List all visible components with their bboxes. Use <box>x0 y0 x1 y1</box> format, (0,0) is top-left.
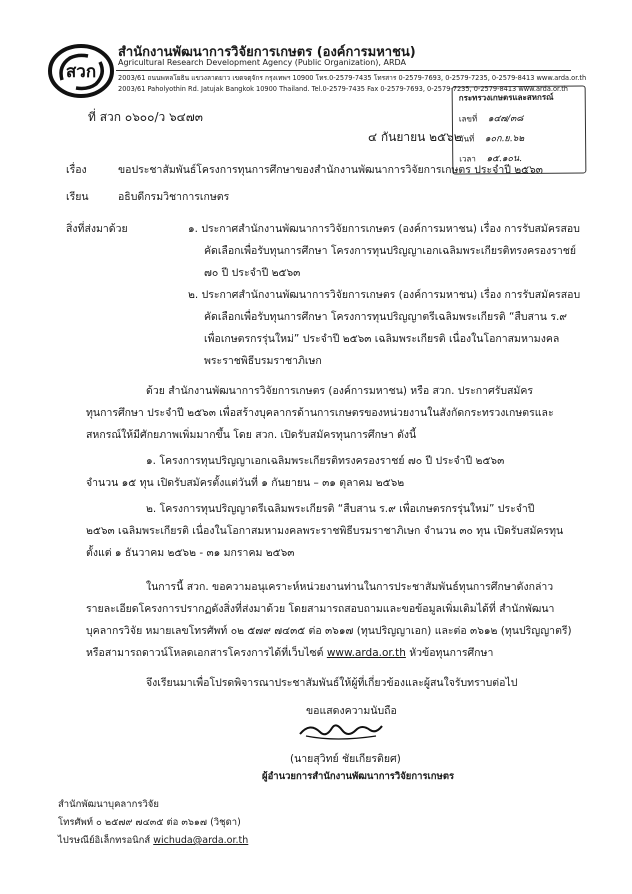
signer-title: ผู้อำนวยการสำนักงานพัฒนาการวิจัยการเกษตร <box>262 771 455 782</box>
enclosure-label: สิ่งที่ส่งมาด้วย <box>66 223 128 235</box>
signature <box>296 716 386 744</box>
signer-name: (นายสุวิทย์ ชัยเกียรติยศ) <box>290 753 401 765</box>
stamp-date-value: ๑๐ก.ย.๖๒ <box>484 133 525 145</box>
stamp-ministry: กระทรวงเกษตรและสหกรณ์ <box>458 92 554 103</box>
stamp-no-value: ๑๔๗/๓๘ <box>487 113 524 125</box>
footer-phone: โทรศัพท์ ๐ ๒๕๗๙ ๗๔๓๕ ต่อ ๓๖๑๗ (วิชุดา) <box>58 817 241 828</box>
enclosure-line: คัดเลือกเพื่อรับทุนการศึกษา โครงการทุนปริญญาตรีเฉลิมพระเกียรติ “สืบสาน ร.๙ <box>204 311 567 323</box>
footer-email-link[interactable]: wichuda@arda.or.th <box>153 835 249 846</box>
enclosure-line: พระราชพิธีบรมราชาภิเษก <box>204 355 322 367</box>
stamp-time-label: เวลา <box>459 154 476 164</box>
footer-email-label: ไปรษณีย์อิเล็กทรอนิกส์ <box>58 835 154 846</box>
website-link[interactable]: www.arda.or.th <box>326 647 406 659</box>
body-line: ทุนการศึกษา ประจำปี ๒๕๖๓ เพื่อสร้างบุคลากรด้านการเกษตรของหน่วยงานในสังกัดกระทรวงเกษตรและ <box>86 407 554 419</box>
body-line: รายละเอียดโครงการปรากฏดังสิ่งที่ส่งมาด้วย โดยสามารถสอบถามและขอข้อมูลเพิ่มเติมได้ที่ สำนักพัฒนา <box>86 603 555 615</box>
stamp-time-value: ๑๕.๑๐น. <box>486 153 523 165</box>
logo-text: สวก <box>65 62 97 82</box>
enclosure-line: ๗๐ ปี ประจำปี ๒๕๖๓ <box>204 267 301 279</box>
body-line-website <box>86 646 493 660</box>
scholarship-item: ๑. โครงการทุนปริญญาเอกเฉลิมพระเกียรติทรงครองราชย์ ๗๐ ปี ประจำปี ๒๕๖๓ <box>146 455 505 467</box>
scholarship-item: ๒. โครงการทุนปริญญาตรีเฉลิมพระเกียรติ “สืบสาน ร.๙ เพื่อเกษตรกรรุ่นใหม่” ประจำปี <box>146 503 535 515</box>
enclosure-line: ๑. ประกาศสำนักงานพัฒนาการวิจัยการเกษตร (องค์การมหาชน) เรื่อง การรับสมัครสอบ <box>188 223 580 235</box>
recipient: อธิบดีกรมวิชาการเกษตร <box>118 191 230 203</box>
scholarship-item: ๒๕๖๓ เฉลิมพระเกียรติ เนื่องในโอกาสมหามงคลพระราชพิธีบรมราชาภิเษก จำนวน ๓๐ ทุน เปิดรับสมัครทุน <box>86 525 564 537</box>
enclosure-line: คัดเลือกเพื่อรับทุนการศึกษา โครงการทุนปริญญาเอกเฉลิมพระเกียรติทรงครองราชย์ <box>204 245 577 257</box>
closing-request: จึงเรียนมาเพื่อโปรดพิจารณาประชาสัมพันธ์ให้ผู้ที่เกี่ยวข้องและผู้สนใจรับทราบต่อไป <box>146 677 518 689</box>
website-prefix: หรือสามารถดาวน์โหลดเอกสารโครงการได้ที่เว็บไซต์ <box>86 647 327 659</box>
scholarship-item: ตั้งแต่ ๑ ธันวาคม ๒๕๖๒ - ๓๑ มกราคม ๒๕๖๓ <box>86 547 295 559</box>
closing-salutation: ขอแสดงความนับถือ <box>306 705 397 717</box>
enclosure-line: เพื่อเกษตรกรรุ่นใหม่” ประจำปี ๒๕๖๓ เฉลิมพระเกียรติ เนื่องในโอกาสมหามงคล <box>204 333 560 345</box>
body-line: ในการนี้ สวก. ขอความอนุเคราะห์หน่วยงานท่านในการประชาสัมพันธ์ทุนการศึกษาดังกล่าว <box>146 581 554 593</box>
body-line: ด้วย สำนักงานพัฒนาการวิจัยการเกษตร (องค์การมหาชน) หรือ สวก. ประกาศรับสมัคร <box>146 385 534 397</box>
body-line: สหกรณ์ให้มีศักยภาพเพิ่มมากขึ้น โดย สวก. เปิดรับสมัครทุนการศึกษา ดังนี้ <box>86 429 417 441</box>
stamp-no-label: เลขที่ <box>458 114 478 124</box>
address-thai: 2003/61 ถนนพหลโยธิน แขวงลาดยาว เขตจตุจักร กรุงเทพฯ 10900 โทร.0-2579-7435 โทรสาร 0-2579-7693, 0-2579-7235, 0-2579-8413 www.arda.or.th <box>118 74 587 82</box>
arda-logo <box>48 44 114 98</box>
to-label: เรียน <box>66 191 89 203</box>
enclosure-line: ๒. ประกาศสำนักงานพัฒนาการวิจัยการเกษตร (องค์การมหาชน) เรื่อง การรับสมัครสอบ <box>188 289 581 301</box>
received-stamp <box>452 85 587 174</box>
footer-email-line <box>58 834 248 848</box>
org-name-thai: สำนักงานพัฒนาการวิจัยการเกษตร (องค์การมหาชน) <box>118 45 416 60</box>
letter-date: ๔ กันยายน ๒๕๖๒ <box>368 130 462 144</box>
scholarship-item: จำนวน ๑๕ ทุน เปิดรับสมัครตั้งแต่วันที่ ๑ กันยายน – ๓๑ ตุลาคม ๒๕๖๒ <box>86 477 405 489</box>
subject: ขอประชาสัมพันธ์โครงการทุนการศึกษาของสำนักงานพัฒนาการวิจัยการเกษตร ประจำปี ๒๕๖๓ <box>118 164 543 176</box>
stamp-date-label: วันที่ <box>459 134 475 144</box>
footer-office: สำนักพัฒนาบุคลากรวิจัย <box>58 799 159 810</box>
org-name-english: Agricultural Research Development Agency (Public Organization), ARDA <box>118 58 406 67</box>
website-suffix: หัวข้อทุนการศึกษา <box>405 647 494 659</box>
letterhead-divider <box>116 70 571 71</box>
subject-label: เรื่อง <box>66 164 87 176</box>
body-line: บุคลากรวิจัย หมายเลขโทรศัพท์ ๐๒ ๕๗๙ ๗๔๓๕ ต่อ ๓๖๑๗ (ทุนปริญญาเอก) และต่อ ๓๖๑๒ (ทุนปริญญาตรี) <box>86 625 572 637</box>
reference-number: ที่ สวก ๐๖๐๐/ว ๖๔๗๓ <box>88 110 203 124</box>
address-english: 2003/61 Paholyothin Rd. Jatujak Bangkok 10900 Thailand. Tel.0-2579-7435 Fax 0-2579-7693, 0-2579-7235, 0-2579-8413 www.arda.or.th <box>118 85 568 93</box>
